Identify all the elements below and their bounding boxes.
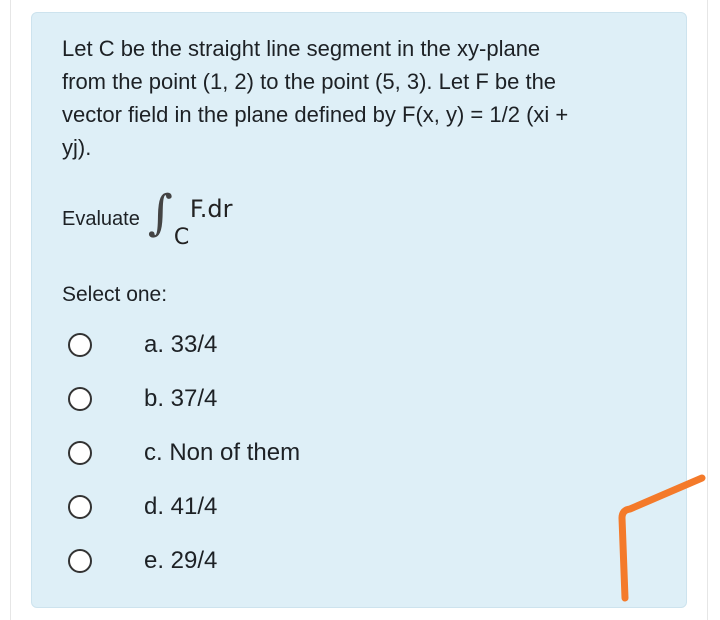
orange-pen-annotation-mark [600,470,710,610]
evaluate-label: Evaluate [62,207,140,230]
question-card [31,12,687,608]
answer-options [68,318,568,588]
radio-button-icon[interactable] [68,333,92,357]
integral-sign-icon: ∫ [147,185,173,241]
integral-subscript: C [173,225,190,250]
option-label[interactable]: c. Non of them [144,439,301,466]
option-label[interactable]: e. 29/4 [144,547,218,574]
evaluate-row [62,185,258,250]
annotation-stroke [622,478,702,598]
answer-option-a[interactable] [68,318,568,372]
radio-button-icon[interactable] [68,495,92,519]
radio-button-icon[interactable] [68,441,92,465]
line-integral-formula [147,185,258,250]
option-label[interactable]: a. 33/4 [144,331,218,358]
radio-button-icon[interactable] [68,549,92,573]
answer-option-c[interactable] [68,426,568,480]
answer-option-b[interactable] [68,372,568,426]
select-one-label: Select one: [62,283,168,306]
option-label[interactable]: b. 37/4 [144,385,218,412]
question-text: Let C be the straight line segment in the xy-plane from the point (1, 2) to the point (5, 3). Let F be the vector field in the plane defined by F(x, y) = 1/2 (xi + yj). [62,36,569,160]
integral-expression: F.dr [189,195,233,223]
radio-button-icon[interactable] [68,387,92,411]
answer-option-d[interactable] [68,480,568,534]
answer-option-e[interactable] [68,534,568,588]
option-label[interactable]: d. 41/4 [144,493,218,520]
